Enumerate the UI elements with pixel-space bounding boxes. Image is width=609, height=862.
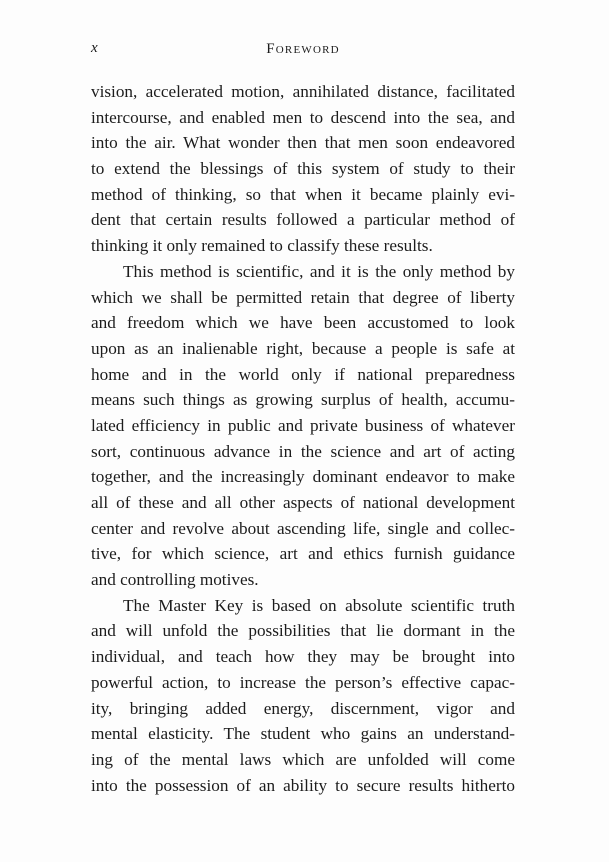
body-text xyxy=(91,79,515,798)
chapter-title: Foreword xyxy=(266,41,340,57)
text-line: home and in the world only if national preparedness xyxy=(91,364,515,384)
text-line: ing of the mental laws which are unfolded will come xyxy=(91,749,515,769)
text-line: lated efficiency in public and private business of whatever xyxy=(91,415,515,435)
text-line: powerful action, to increase the person’s effective capac- xyxy=(91,672,515,692)
text-line: to extend the blessings of this system of study to their xyxy=(91,159,515,179)
text-line: method of thinking, so that when it became plainly evi- xyxy=(91,184,515,204)
text-line: tive, for which science, art and ethics furnish guidance xyxy=(91,544,515,564)
text-line: together, and the increasingly dominant endeavor to make xyxy=(91,467,515,487)
text-line: and will unfold the possibilities that lie dormant in the xyxy=(91,621,515,641)
text-line: and controlling motives. xyxy=(91,570,259,590)
text-line: This method is scientific, and it is the only method by xyxy=(123,261,515,281)
text-line: sort, continuous advance in the science and art of acting xyxy=(91,441,515,461)
text-line: dent that certain results followed a particular method of xyxy=(91,210,515,230)
text-line: thinking it only remained to classify these results. xyxy=(91,236,433,256)
text-line: mental elasticity. The student who gains an understand- xyxy=(91,724,515,744)
text-line: and freedom which we have been accustomed to look xyxy=(91,313,515,333)
text-line: all of these and all other aspects of national development xyxy=(91,493,515,512)
text-line: intercourse, and enabled men to descend into the sea, and xyxy=(91,107,515,127)
text-line: The Master Key is based on absolute scientific truth xyxy=(123,595,515,615)
text-line: upon as an inalienable right, because a people is safe at xyxy=(91,338,515,358)
text-line: vision, accelerated motion, annihilated distance, facilitated xyxy=(91,82,515,101)
running-head xyxy=(91,40,515,62)
page-number: x xyxy=(91,40,98,56)
text-line: center and revolve about ascending life, single and collec- xyxy=(91,518,515,538)
text-line: means such things as growing surplus of health, accumu- xyxy=(91,390,515,410)
text-line: into the possession of an ability to secure results hitherto xyxy=(91,775,515,795)
text-line: into the air. What wonder then that men soon endeavored xyxy=(91,133,515,153)
text-line: individual, and teach how they may be brought into xyxy=(91,647,515,667)
text-line: which we shall be permitted retain that degree of liberty xyxy=(91,287,515,307)
text-line: ity, bringing added energy, discernment, vigor and xyxy=(91,698,515,718)
